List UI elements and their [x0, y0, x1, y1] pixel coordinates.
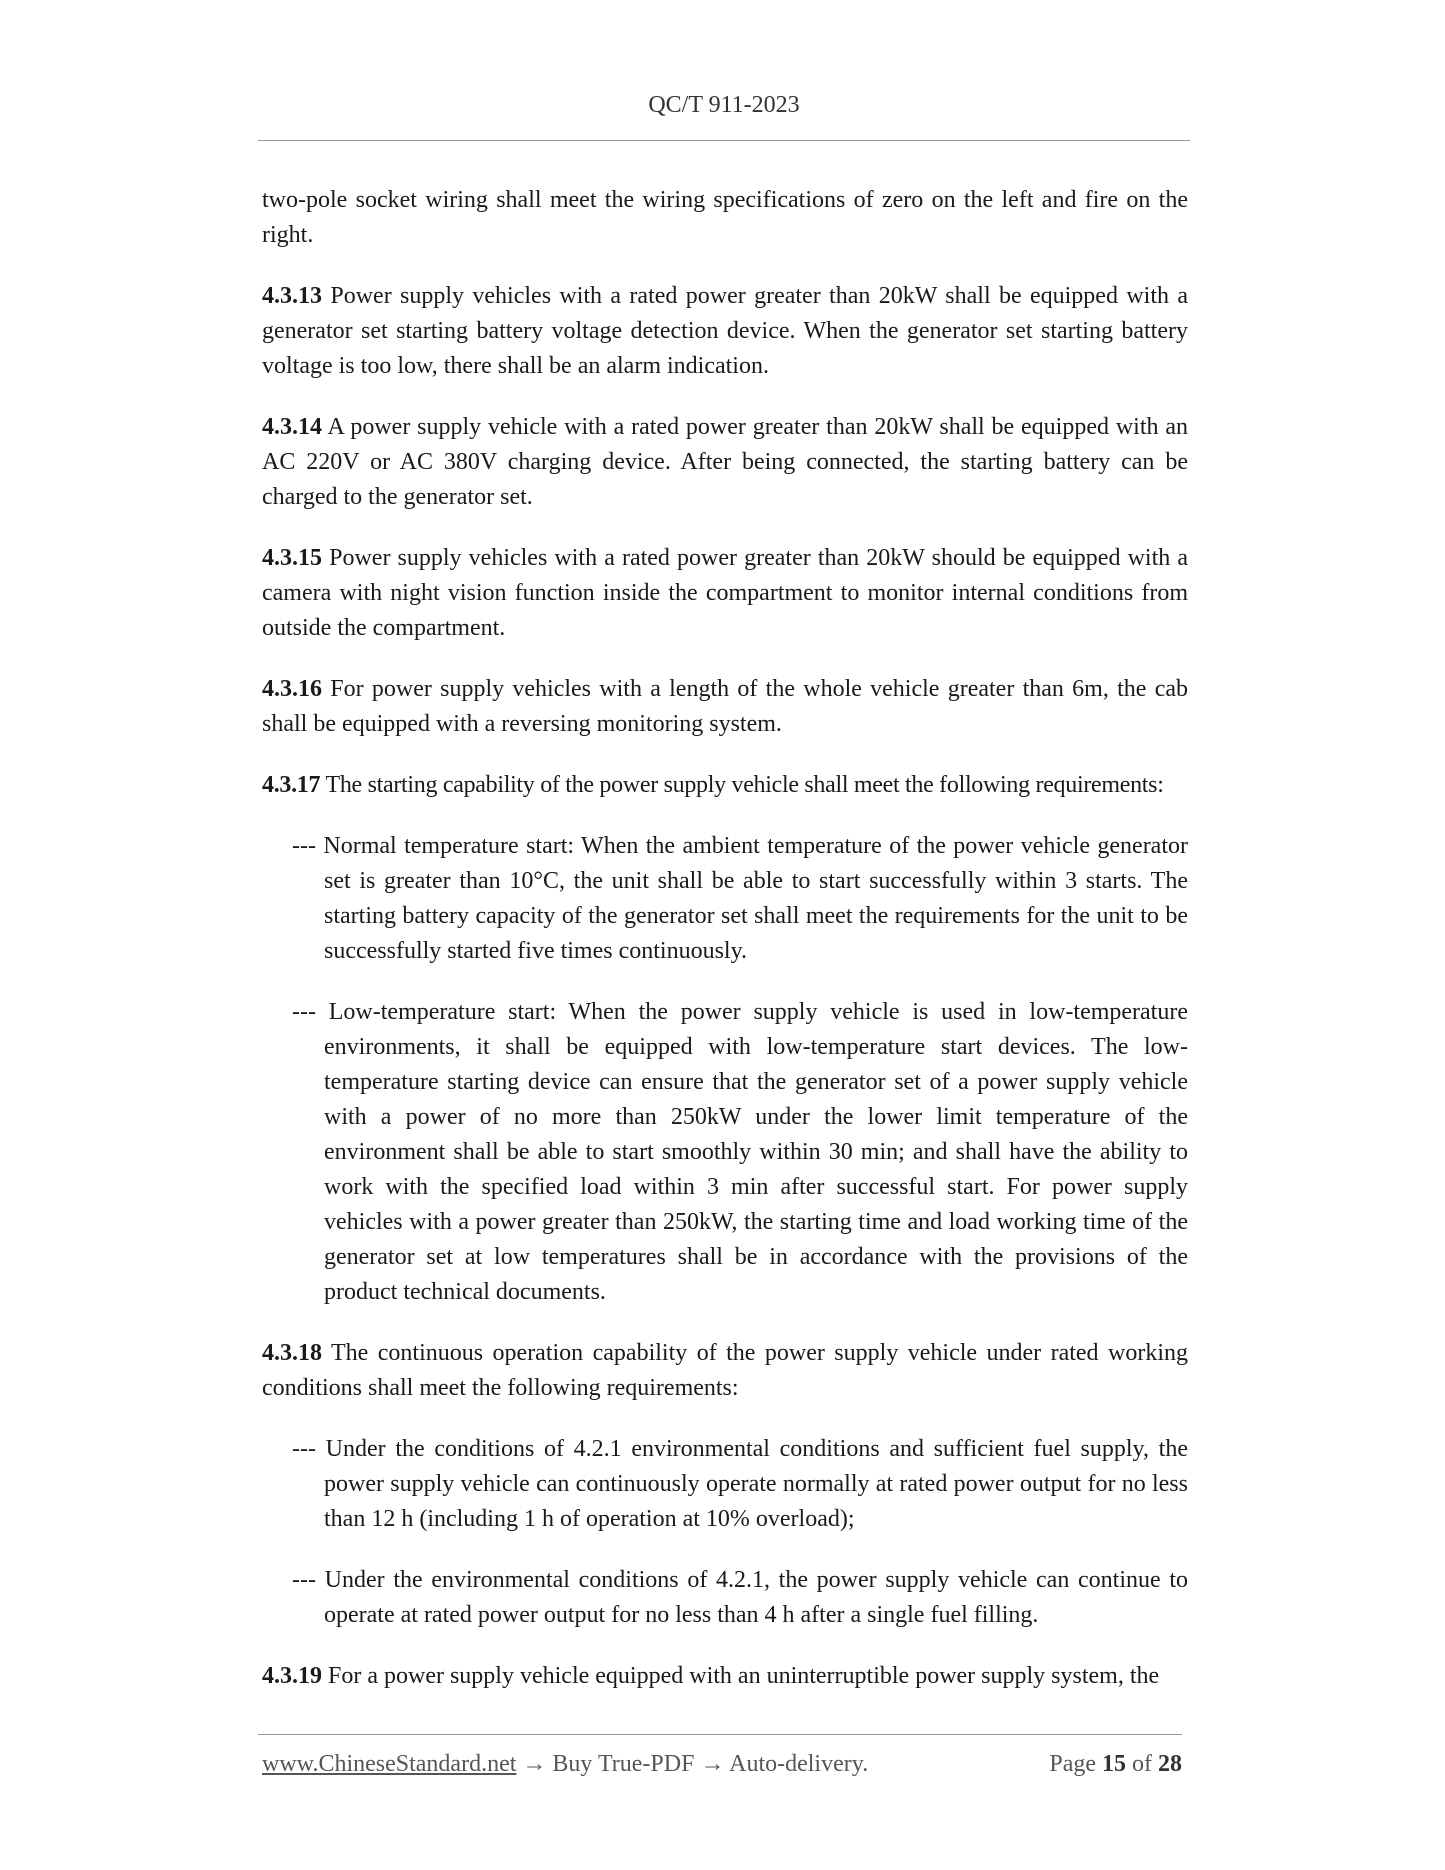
clause-text: Power supply vehicles with a rated power greater than 20kW shall be equipped with a generator set starting battery voltage detection device. When the generator set starting battery voltage is too low, there shall be an alarm indication.	[262, 283, 1188, 379]
clause-number: 4.3.14	[262, 414, 322, 440]
clause-number: 4.3.16	[262, 676, 322, 702]
clause-number: 4.3.19	[262, 1663, 322, 1689]
clause-4-3-13	[262, 279, 1188, 384]
list-item-text: --- Normal temperature start: When the ambient temperature of the power vehicle generator set is greater than 10°C, the unit shall be able to start successfully within 3 starts. The starting battery capacity of the generator set shall meet the requirements for the unit to be successfully started five times continuously.	[292, 833, 1188, 964]
clause-4-3-15	[262, 541, 1188, 646]
footer-promo-text: → Buy True-PDF → Auto-delivery.	[516, 1751, 869, 1777]
website-link[interactable]: www.ChineseStandard.net	[262, 1751, 517, 1777]
document-body	[262, 183, 1188, 1720]
page-header: QC/T 911-2023	[648, 92, 800, 118]
clause-text: The continuous operation capability of the power supply vehicle under rated working conditions shall meet the following requirements:	[262, 1340, 1188, 1401]
list-item-continuous-operation	[262, 1432, 1188, 1537]
clause-text: For power supply vehicles with a length of the whole vehicle greater than 6m, the cab shall be equipped with a reversing monitoring system.	[262, 676, 1188, 737]
list-item-normal-temp-start	[262, 829, 1188, 969]
list-item-text: --- Under the environmental conditions of 4.2.1, the power supply vehicle can continue to operate at rated power output for no less than 4 h after a single fuel filling.	[292, 1567, 1188, 1628]
clause-number: 4.3.15	[262, 545, 322, 571]
clause-number: 4.3.18	[262, 1340, 322, 1366]
total-pages: 28	[1158, 1751, 1182, 1777]
list-item-text: --- Under the conditions of 4.2.1 environmental conditions and sufficient fuel supply, the power supply vehicle can continuously operate normally at rated power output for no less than 12 h (including 1 h of operation at 10% overload);	[292, 1436, 1188, 1532]
clause-4-3-17	[262, 768, 1188, 803]
clause-4-3-19	[262, 1659, 1188, 1694]
paragraph-text: two-pole socket wiring shall meet the wiring specifications of zero on the left and fire on the right.	[262, 187, 1188, 248]
page-label: Page	[1049, 1751, 1102, 1777]
paragraph-continuation	[262, 183, 1188, 253]
clause-text: A power supply vehicle with a rated power greater than 20kW shall be equipped with an AC 220V or AC 380V charging device. After being connected, the starting battery can be charged to the generator set.	[262, 414, 1188, 510]
clause-4-3-16	[262, 672, 1188, 742]
current-page: 15	[1102, 1751, 1126, 1777]
list-item-fuel-filling	[262, 1563, 1188, 1633]
list-item-low-temp-start	[262, 995, 1188, 1310]
clause-number: 4.3.17	[262, 772, 321, 798]
footer-divider	[258, 1734, 1182, 1735]
of-label: of	[1126, 1751, 1158, 1777]
clause-text: The starting capability of the power supply vehicle shall meet the following requirements:	[320, 772, 1164, 798]
page-number	[1049, 1751, 1182, 1778]
clause-number: 4.3.13	[262, 283, 322, 309]
clause-text: For a power supply vehicle equipped with an uninterruptible power supply system, the	[322, 1663, 1160, 1689]
clause-4-3-18	[262, 1336, 1188, 1406]
list-item-text: --- Low-temperature start: When the power supply vehicle is used in low-temperature environments, it shall be equipped with low-temperature start devices. The low-temperature starting device can ensure that the generator set of a power supply vehicle with a power of no more than 250kW under the lower limit temperature of the environment shall be able to start smoothly within 30 min; and shall have the ability to work with the specified load within 3 min after successful start. For power supply vehicles with a power greater than 250kW, the starting time and load working time of the generator set at low temperatures shall be in accordance with the provisions of the product technical documents.	[292, 999, 1188, 1305]
clause-4-3-14	[262, 410, 1188, 515]
header-divider	[258, 140, 1190, 141]
footer-promo	[262, 1751, 868, 1778]
clause-text: Power supply vehicles with a rated power greater than 20kW should be equipped with a camera with night vision function inside the compartment to monitor internal conditions from outside the compartment.	[262, 545, 1188, 641]
